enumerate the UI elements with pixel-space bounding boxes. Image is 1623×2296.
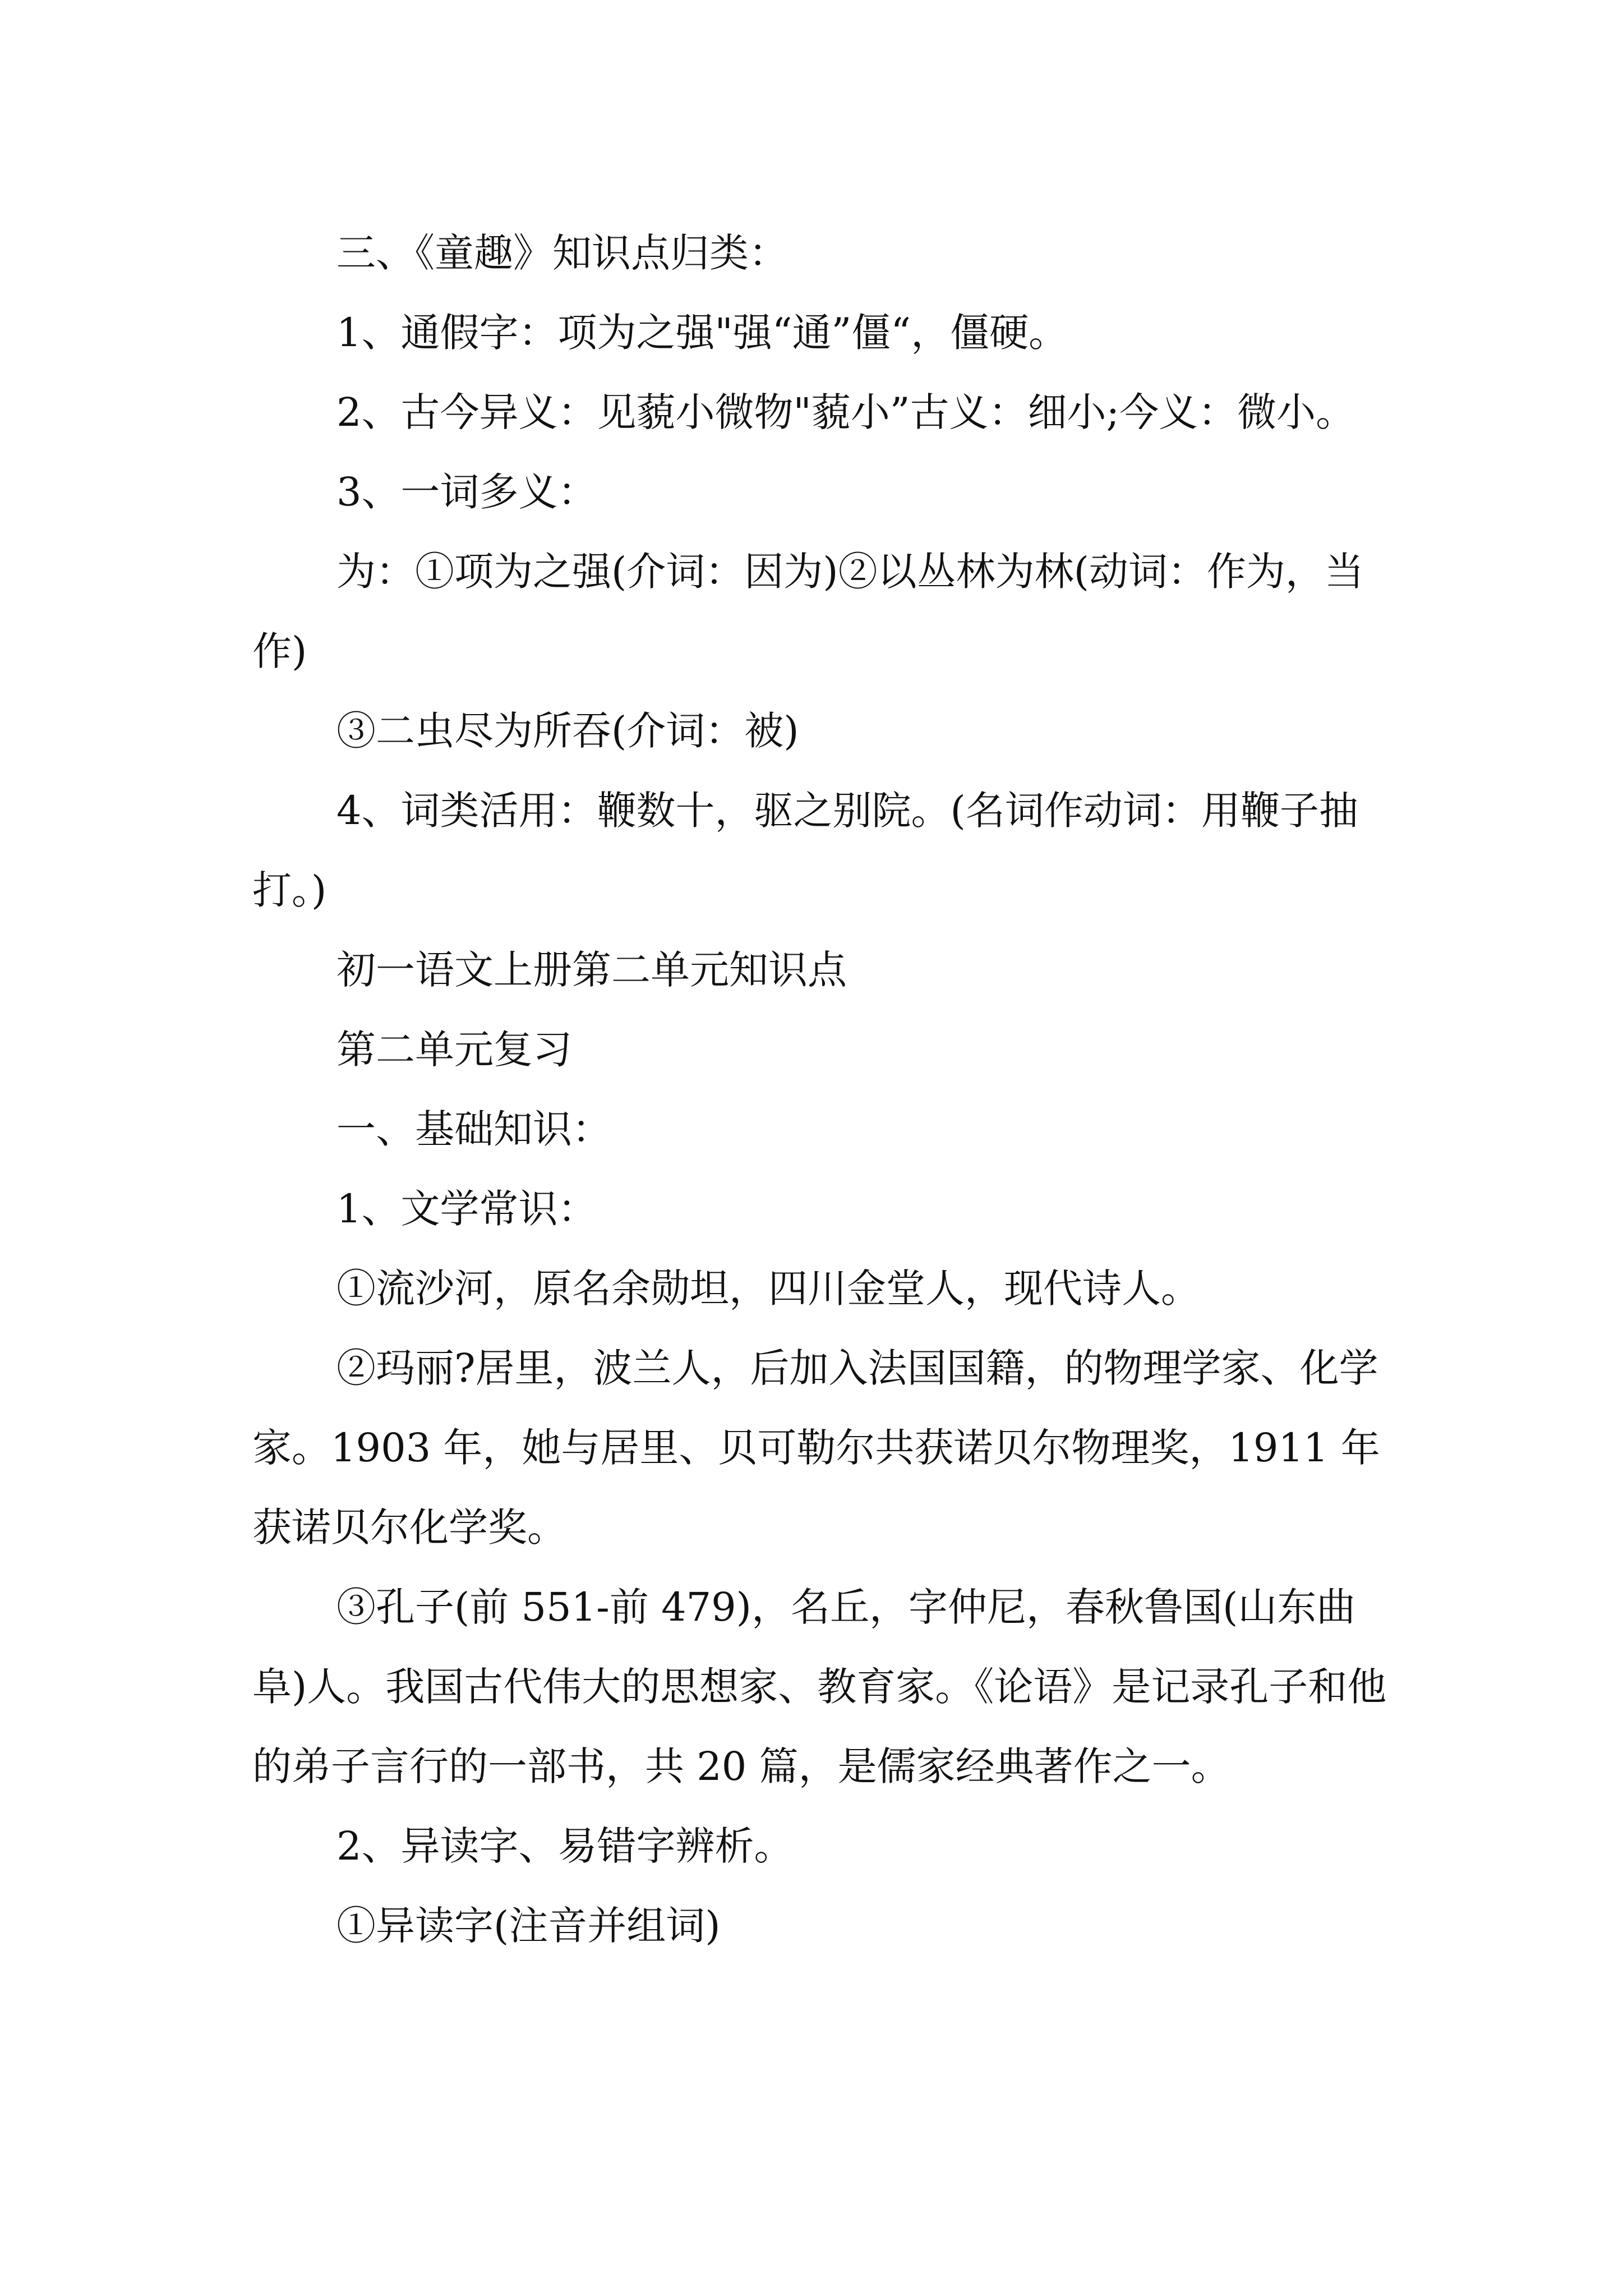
section-heading-unit-2: 初一语文上册第二单元知识点 [336, 947, 847, 993]
paragraph-polyphonic-characters: ①异读字(注音并组词) [336, 1903, 721, 1949]
paragraph-confucius: ③孔子(前 551-前 479)，名丘，字仲尼，春秋鲁国(山东曲阜)人。我国古代伟大的思想家、教育家。《论语》是记录孔子和他的弟子言行的一部书，共 20 篇，是儒家经典著作之一。 [252, 1584, 1387, 1789]
paragraph-marie-curie: ②玛丽?居里，波兰人，后加入法国国籍，的物理学家、化学家。1903 年，她与居里、贝可勒尔共获诺贝尔物理奖，1911 年获诺贝尔化学奖。 [252, 1345, 1380, 1550]
paragraph-yiciduoyi: 3、一词多义： [336, 469, 597, 515]
paragraph-wei-meanings: 为：①项为之强(介词：因为)②以丛林为林(动词：作为，当作) [252, 549, 1364, 674]
paragraph-liushahe: ①流沙河，原名余勋坦，四川金堂人，现代诗人。 [336, 1266, 1200, 1312]
section-heading-tongqu: 三、《童趣》知识点归类： [336, 230, 788, 276]
section-heading-basics: 一、基础知识： [336, 1106, 611, 1152]
paragraph-literary-knowledge: 1、文学常识： [336, 1186, 597, 1232]
paragraph-gujinyiyi: 2、古今异义：见藐小微物"藐小”古义：细小;今义：微小。 [336, 389, 1355, 435]
document-body [252, 213, 1391, 1966]
paragraph-cileihuoyong: 4、词类活用：鞭数十，驱之别院。(名词作动词：用鞭子抽打。) [252, 788, 1358, 913]
paragraph-wei-meaning-3: ③二虫尽为所吞(介词：被) [336, 708, 799, 754]
paragraph-character-analysis: 2、异读字、易错字辨析。 [336, 1823, 794, 1869]
paragraph-tongjiazi: 1、通假字：项为之强"强“通”僵“，僵硬。 [336, 310, 1068, 356]
section-heading-unit-2-review: 第二单元复习 [336, 1027, 572, 1073]
